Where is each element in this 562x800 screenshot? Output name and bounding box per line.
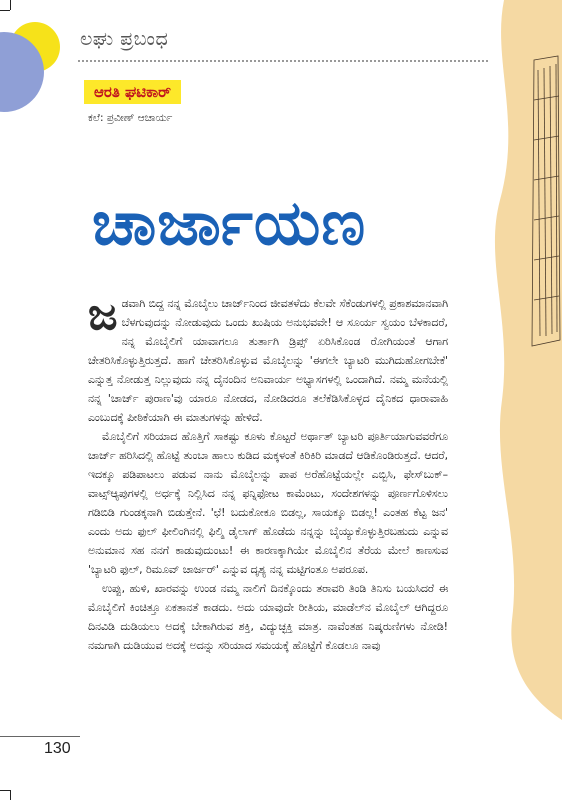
article-paragraph (88, 289, 448, 427)
paragraph-text: ಡವಾಗಿ ಬಿದ್ದ ನನ್ನ ಮೊಬೈಲು ಚಾರ್ಜ್‌ನಿಂದ ಜೀವತಳೆದು ಕೆಲವೇ ಸೆಕೆಂಡುಗಳಲ್ಲಿ ಪ್ರಕಾಶಮಾನವಾಗಿ ಬೆಳಗುವುದನ್ನು ನೋಡುವುದು ಒಂದು ಖುಷಿಯ ಅನುಭವವೇ! ಆ ಸೂರ್ಯ ಸ್ವಯಂ ಬೆಳಕಾದರೆ, ನನ್ನ ಮೊಬೈಲಿಗೆ ಯಾವಾಗಲೂ ತುರ್ತಾಗಿ ಡ್ರಿಪ್ಸ್ ಏರಿಸಿಕೊಂಡ ರೋಗಿಯಂತೆ ಆಗಾಗ ಚೇತರಿಸಿಕೊಳ್ಳುತ್ತಿರುತ್ತದೆ. ಹಾಗೆ ಚೇತರಿಸಿಕೊಳ್ಳುವ ಮೊಬೈಲನ್ನು 'ಈಗಲೇ ಬ್ಯಾಟರಿ ಮುಗಿದುಹೋಗಬೇಕೆ' ಎನ್ನುತ್ತ ನೋಡುತ್ತ ನಿಲ್ಲುವುದು ನನ್ನ ದೈನಂದಿನ ಅನಿವಾರ್ಯ ಅಭ್ಯಾಸಗಳಲ್ಲಿ ಒಂದಾಗಿದೆ. ನಮ್ಮ ಮನೆಯಲ್ಲಿ ನನ್ನ 'ಚಾರ್ಜ್ ಪುರಾಣ'ವು ಯಾರೂ ನೋಡದ, ನೋಡಿದರೂ ತಲೆಕೆಡಿಸಿಕೊಳ್ಳದ ದೈನಿಕದ ಧಾರಾವಾಹಿ ಎಂಬುದಕ್ಕೆ ಪೀಠಿಕೆಯಾಗಿ ಈ ಮಾತುಗಳನ್ನು ಹೇಳಿದೆ. (88, 297, 448, 424)
page-number: 130 (44, 740, 71, 757)
illustration-credit: ಕಲೆ: ಪ್ರವೀಣ್ ಆಚಾರ್ಯ (88, 112, 173, 124)
illustration-strip (482, 0, 562, 720)
crop-mark (10, 0, 11, 10)
section-divider (78, 60, 488, 62)
crop-mark (0, 10, 10, 11)
crop-mark (0, 790, 10, 791)
footer-rule (0, 736, 80, 737)
article-paragraph: ಮೊಬೈಲಿಗೆ ಸರಿಯಾದ ಹೊತ್ತಿಗೆ ಸಾಕಷ್ಟು ಕೂಳು ಕೊಟ್ಟರೆ ಅರ್ಥಾತ್ ಬ್ಯಾಟರಿ ಪೂರ್ತಿಯಾಗುವವರೆಗೂ ಚಾರ್ಜ್ ಹರಿಸಿದಲ್ಲಿ ಹೊಟ್ಟೆ ತುಂಬಾ ಹಾಲು ಕುಡಿದ ಮಕ್ಕಳಂತೆ ಕಿರಿಕಿರಿ ಮಾಡದೆ ಆಡಿಕೊಂಡಿರುತ್ತದೆ. ಆದರೆ, ಇದಕ್ಕೂ ಪಡಿಪಾಟಲು ಪಡುವ ನಾನು ಮೊಬೈಲನ್ನು ಪಾಪ ಅರೆಹೊಟ್ಟೆಯಲ್ಲೇ ಎಬ್ಬಿಸಿ, ಫೇಸ್‌ಬುಕ್–ವಾಟ್ಸ್‌ಆ್ಯಪುಗಳಲ್ಲಿ ಅರ್ಧಕ್ಕೆ ನಿಲ್ಲಿಸಿದ ನನ್ನ ಫನ್ನಿಫೋಟ ಕಾಮೆಂಟು, ಸಂದೇಶಗಳನ್ನು ಪೂರ್ಣಗೊಳಿಸಲು ಗಡಿಬಿಡಿ ಗುಂಡಕ್ಕನಾಗಿ ಬಿಡುತ್ತೇನೆ. 'ಛೆ! ಬದುಕೋಕೂ ಬಿಡಲ್ಲ, ಸಾಯಕ್ಕೂ ಬಿಡಲ್ಲ! ಎಂತಹ ಕೆಟ್ಟ ಜನ' ಎಂದು ಅದು ಫುಲ್ ಫೀಲಿಂಗಿನಲ್ಲಿ ಫಿಲ್ಮಿ ಡೈಲಾಗ್ ಹೊಡೆದು ನನ್ನನ್ನು ಬೈಯ್ಯುಕೊಳ್ಳುತ್ತಿರಬಹುದು ಎನ್ನುವ ಅನುಮಾನ ಸಹ ನನಗೆ ಕಾಡುವುದುಂಟು! ಈ ಕಾರಣಕ್ಕಾಗಿಯೇ ಮೊಬೈಲಿನ ತೆರೆಯ ಮೇಲೆ ಕಾಣಸುವ 'ಬ್ಯಾಟರಿ ಫುಲ್, ರಿಮೂವ್ ಚಾರ್ಜರ್' ಎನ್ನುವ ದೃಶ್ಯ ನನ್ನ ಮಟ್ಟಿಗಂತೂ ಅಪರೂಪ. (88, 430, 448, 576)
article-body (88, 289, 448, 655)
crop-mark (10, 790, 11, 800)
drop-cap: ಜ (88, 289, 118, 340)
author-name: ಆರತಿ ಘಟಿಕಾರ್ (84, 80, 181, 104)
section-title: ಲಘು ಪ್ರಬಂಧ (80, 28, 169, 50)
article-paragraph: ಉಪ್ಪು, ಹುಳಿ, ಖಾರವನ್ನು ಉಂಡ ನಮ್ಮ ನಾಲಿಗೆ ದಿನಕ್ಕೊಂದು ತರಾವರಿ ತಿಂಡಿ ತಿನಿಸು ಬಯಸಿದರೆ ಈ ಮೊಬೈಲಿಗೆ ಕಿಂಚಿತ್ತೂ ಏಕತಾನತೆ ಕಾಡದು. ಅದು ಯಾವುದೇ ರೀತಿಯ, ಮಾಡೆಲ್‌ನ ಮೊಬೈಲ್ ಆಗಿದ್ದರೂ ದಿನವಿಡಿ ದುಡಿಯಲು ಅದಕ್ಕೆ ಬೇಕಾಗಿರುವ ಶಕ್ತಿ, ವಿದ್ಯುಚ್ಛಕ್ತಿ ಮಾತ್ರ. ನಾವೆಂತಹ ನಿಷ್ಕರುಣಿಗಳು ನೋಡಿ! ನಮಗಾಗಿ ದುಡಿಯುವ ಅದಕ್ಕೆ ಅದನ್ನು ಸರಿಯಾದ ಸಮಯಕ್ಕೆ ಹೊಟ್ಟೆಗೆ ಕೊಡಲೂ ನಾವು (88, 582, 448, 652)
article-title: ಚಾರ್ಜಾಯಣ (92, 186, 367, 259)
